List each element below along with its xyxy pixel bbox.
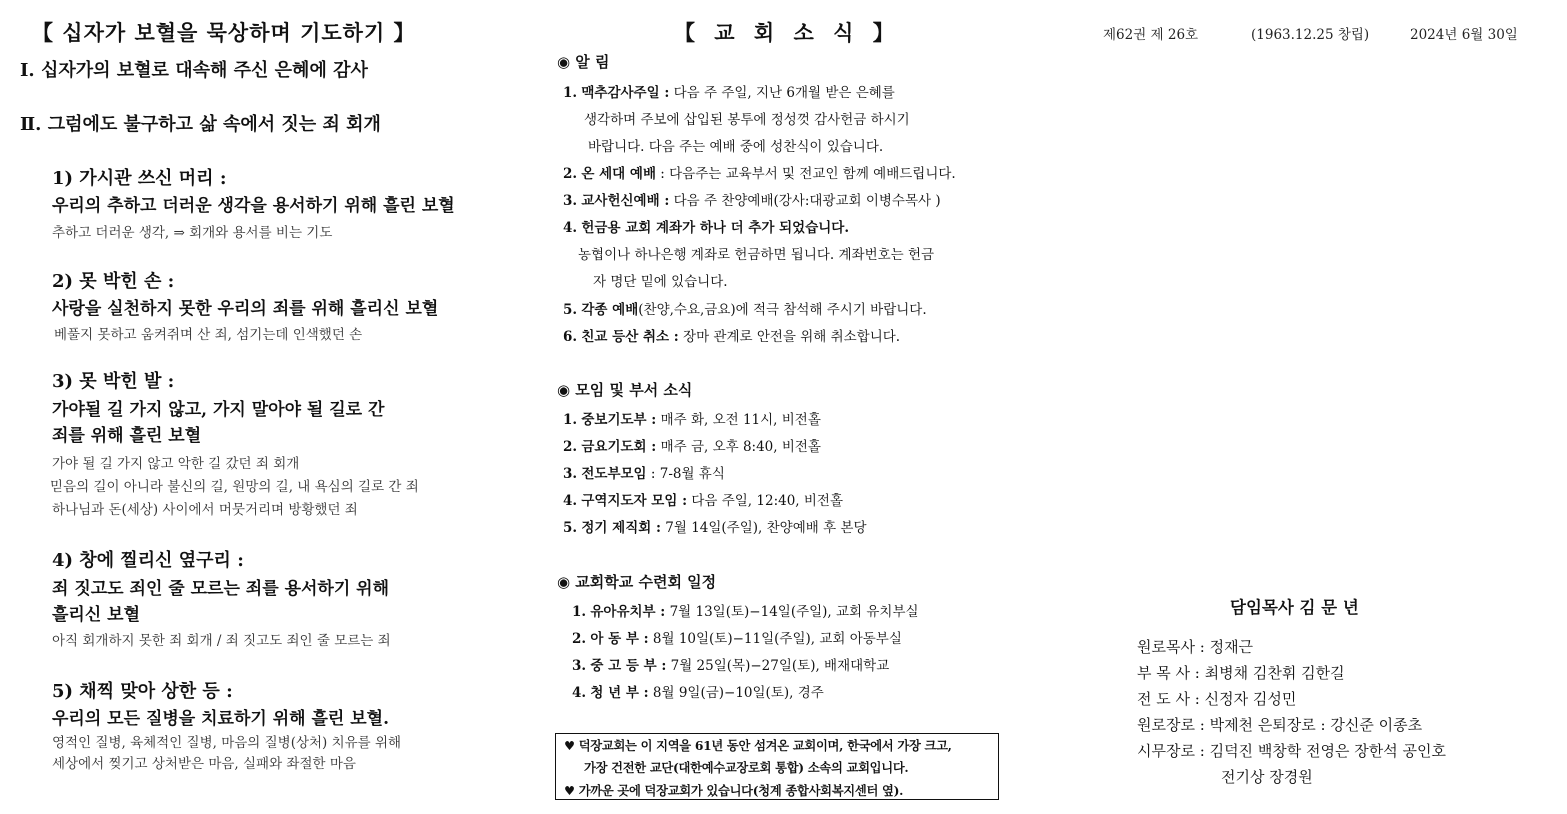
point-note: 아직 회개하지 못한 죄 회개 / 죄 짓고도 죄인 줄 모르는 죄 — [52, 633, 391, 649]
point-note: 하나님과 돈(세상) 사이에서 머뭇거리며 방황했던 죄 — [52, 502, 358, 518]
section-2-heading: Ⅱ. 그럼에도 불구하고 삶 속에서 짓는 죄 회개 — [20, 114, 381, 135]
info-box-line: ♥ 가까운 곳에 덕장교회가 있습니다(청계 종합사회복지센터 옆). — [564, 783, 904, 798]
retreat-item: 3. 중 고 등 부 : 7월 25일(목)−27일(토), 배재대학교 — [572, 658, 890, 674]
point-line: 우리의 모든 질병을 치료하기 위해 흘린 보혈. — [52, 709, 390, 729]
notice-item: 바랍니다. 다음 주는 예배 중에 성찬식이 있습니다. — [588, 139, 884, 155]
group-item: 4. 구역지도자 모임 : 다음 주일, 12:40, 비전홀 — [563, 493, 844, 509]
point-heading: 3) 못 박힌 발 : — [52, 371, 175, 392]
group-item: 5. 정기 제직회 : 7월 14일(주일), 찬양예배 후 본당 — [563, 520, 867, 536]
point-heading: 5) 채찍 맞아 상한 등 : — [52, 681, 233, 702]
notice-item: 6. 친교 등산 취소 : 장마 관계로 안전을 위해 취소합니다. — [563, 329, 901, 345]
point-heading: 1) 가시관 쓰신 머리 : — [52, 168, 227, 189]
notice-heading: ◉ 알 림 — [557, 53, 610, 71]
point-line: 사랑을 실천하지 못한 우리의 죄를 위해 흘리신 보혈 — [52, 299, 439, 319]
group-item: 3. 전도부모임 : 7-8월 휴식 — [563, 466, 725, 482]
notice-item: 1. 맥추감사주일 : 다음 주 주일, 지난 6개월 받은 은혜를 — [563, 85, 895, 101]
retreat-item: 1. 유아유치부 : 7월 13일(토)−14일(주일), 교회 유치부실 — [572, 604, 919, 620]
notice-item: 3. 교사헌신예배 : 다음 주 찬양예배(강사:대광교회 이병수목사 ) — [563, 193, 941, 209]
left-title: 【 십자가 보혈을 묵상하며 기도하기 】 — [32, 20, 416, 45]
point-heading: 4) 창에 찔리신 옆구리 : — [52, 550, 244, 571]
section-1-heading: Ⅰ. 십자가의 보혈로 대속해 주신 은혜에 감사 — [20, 60, 368, 81]
point-note: 추하고 더러운 생각, ⇒ 회개와 용서를 비는 기도 — [52, 225, 333, 241]
point-note: 베풀지 못하고 움켜쥐며 산 죄, 섬기는데 인색했던 손 — [54, 327, 363, 343]
retreat-item: 4. 청 년 부 : 8월 9일(금)−10일(토), 경주 — [572, 685, 824, 701]
info-box-line: 가장 건전한 교단(대한예수교장로회 통합) 소속의 교회입니다. — [584, 760, 909, 775]
point-line: 가야될 길 가지 않고, 가지 말아야 될 길로 간 — [52, 400, 385, 420]
notice-item: 자 명단 밑에 있습니다. — [593, 274, 728, 290]
group-item: 1. 중보기도부 : 매주 화, 오전 11시, 비전홀 — [563, 412, 821, 428]
point-note: 믿음의 길이 아니라 불신의 길, 원망의 길, 내 욕심의 길로 간 죄 — [50, 479, 419, 495]
staff-row: 원로장로 : 박제천 은퇴장로 : 강신준 이종초 — [1137, 716, 1423, 734]
staff-row: 부 목 사 : 최병채 김찬휘 김한길 — [1137, 664, 1345, 682]
info-box-line: ♥ 덕장교회는 이 지역을 61년 동안 섬겨온 교회이며, 한국에서 가장 크고, — [564, 738, 952, 753]
point-line: 우리의 추하고 더러운 생각을 용서하기 위해 흘린 보혈 — [52, 196, 455, 216]
staff-row: 시무장로 : 김덕진 백창학 전영은 장한석 공인호 — [1137, 742, 1447, 760]
founded-date: (1963.12.25 창립) — [1251, 27, 1370, 43]
staff-row: 전 도 사 : 신정자 김성민 — [1137, 690, 1297, 708]
notice-item: 5. 각종 예배(찬양,수요,금요)에 적극 참석해 주시기 바랍니다. — [563, 302, 927, 318]
notice-item: 생각하며 주보에 삽입된 봉투에 정성껏 감사헌금 하시기 — [584, 112, 910, 128]
staff-row: 전기상 장경원 — [1221, 768, 1313, 786]
point-note: 세상에서 찢기고 상처받은 마음, 실패와 좌절한 마음 — [52, 756, 356, 772]
retreat-heading: ◉ 교회학교 수련회 일정 — [557, 573, 717, 591]
staff-row: 원로목사 : 정재근 — [1137, 638, 1254, 656]
group-heading: ◉ 모임 및 부서 소식 — [557, 381, 693, 399]
point-heading: 2) 못 박힌 손 : — [52, 271, 175, 292]
point-line: 흘리신 보혈 — [52, 605, 141, 625]
point-line: 죄 짓고도 죄인 줄 모르는 죄를 용서하기 위해 — [52, 579, 390, 599]
group-item: 2. 금요기도회 : 매주 금, 오후 8:40, 비전홀 — [563, 439, 821, 455]
notice-item: 4. 헌금용 교회 계좌가 하나 더 추가 되었습니다. — [563, 220, 850, 236]
point-note: 영적인 질병, 육체적인 질병, 마음의 질병(상처) 치유를 위해 — [52, 735, 402, 751]
notice-item: 2. 온 세대 예배 : 다음주는 교육부서 및 전교인 함께 예배드립니다. — [563, 166, 956, 182]
issue-number: 제62권 제 26호 — [1103, 27, 1199, 43]
retreat-item: 2. 아 동 부 : 8월 10일(토)−11일(주일), 교회 아동부실 — [572, 631, 902, 647]
point-line: 죄를 위해 흘린 보혈 — [52, 426, 202, 446]
point-note: 가야 될 길 가지 않고 악한 길 갔던 죄 회개 — [52, 456, 300, 472]
news-title: 【 교 회 소 식 】 — [674, 20, 900, 45]
senior-pastor: 담임목사 김 문 년 — [1230, 598, 1359, 617]
notice-item: 농협이나 하나은행 계좌로 헌금하면 됩니다. 계좌번호는 헌금 — [578, 247, 935, 263]
bulletin-date: 2024년 6월 30일 — [1410, 27, 1518, 43]
